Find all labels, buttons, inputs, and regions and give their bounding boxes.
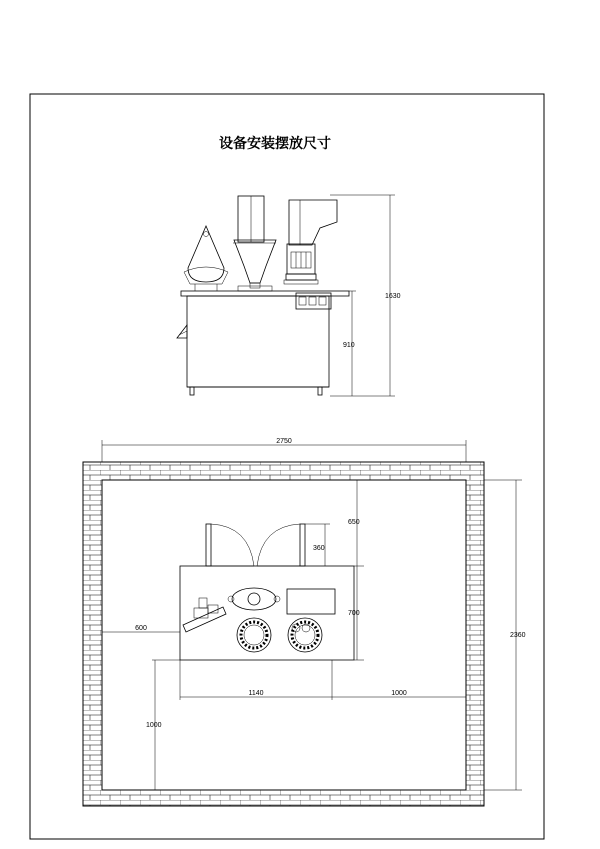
capsule-hopper <box>188 226 224 282</box>
right-hopper <box>289 200 337 245</box>
left-door-swing <box>211 524 254 566</box>
control-button-3 <box>319 297 326 305</box>
brick-wall <box>83 462 484 806</box>
dim-label-machine-width: 1140 <box>248 690 264 697</box>
dim-label-table-height: 910 <box>343 342 355 349</box>
right-door <box>300 524 305 566</box>
dim-label-front-clearance: 1000 <box>146 722 162 729</box>
dim-label-right-clearance: 1000 <box>391 690 407 697</box>
machine-cabinet <box>187 296 329 387</box>
dim-label-room-width: 2750 <box>276 438 292 445</box>
dim-label-overall-height: 1630 <box>385 293 401 300</box>
dim-label-back-clearance: 650 <box>348 519 360 526</box>
control-button-2 <box>309 297 316 305</box>
dim-label-side-clearance: 600 <box>135 625 147 632</box>
dosing-ring <box>232 588 276 610</box>
plan-view <box>83 438 526 806</box>
dim-label-door-depth: 360 <box>313 545 325 552</box>
right-door-swing <box>257 524 300 566</box>
dim-label-room-depth: 2360 <box>510 632 526 639</box>
right-foot <box>318 387 322 395</box>
left-door <box>206 524 211 566</box>
drawing-title: 设备安装摆放尺寸 <box>219 136 331 152</box>
motor-box <box>287 589 335 614</box>
powder-funnel <box>234 240 276 283</box>
left-foot <box>190 387 194 395</box>
control-button-1 <box>299 297 306 305</box>
front-view <box>177 195 401 396</box>
dim-label-machine-depth: 700 <box>348 610 360 617</box>
table-top <box>181 291 349 296</box>
sorter-plate <box>183 607 226 632</box>
